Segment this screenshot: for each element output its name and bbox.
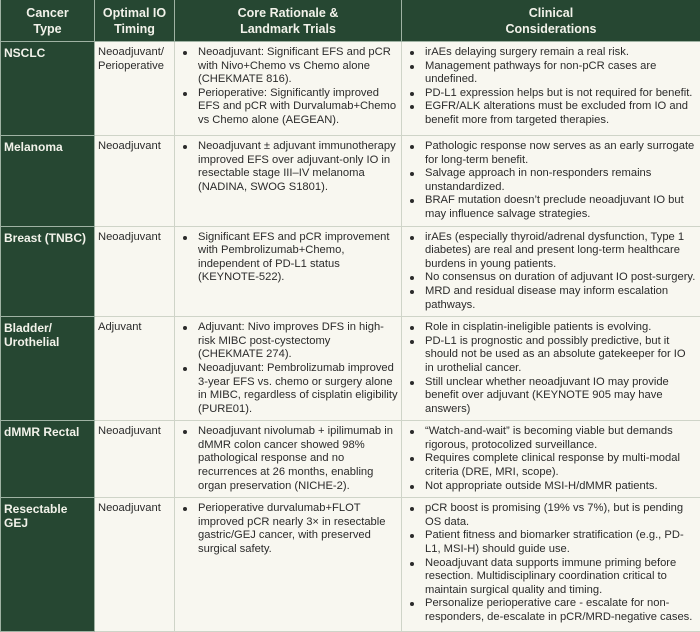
rationale-cell: [175, 226, 402, 317]
header-line: Timing: [114, 22, 155, 36]
list-item: Requires complete clinical response by multi-modal criteria (DRE, MRI, scope).: [425, 452, 697, 479]
list-item: PD-L1 expression helps but is not required for benefit.: [425, 87, 697, 101]
rationale-list: [178, 502, 398, 556]
rationale-cell: [175, 136, 402, 227]
rationale-list: [178, 231, 398, 285]
list-item: Still unclear whether neoadjuvant IO may provide benefit over adjuvant (KEYNOTE 905 may have answers): [425, 376, 697, 417]
considerations-list: [405, 46, 697, 128]
table-row: [1, 42, 700, 136]
header-line: Core Rationale &: [238, 6, 339, 20]
list-item: Perioperative durvalumab+FLOT improved pCR nearly 3× in resectable gastric/GEJ cancer, with preserved surgical safety.: [198, 502, 398, 556]
considerations-list: [405, 231, 697, 313]
list-item: Not appropriate outside MSI-H/dMMR patients.: [425, 480, 697, 494]
table-row: [1, 498, 700, 632]
list-item: EGFR/ALK alterations must be excluded from IO and benefit more from targeted therapies.: [425, 100, 697, 127]
list-item: irAEs (especially thyroid/adrenal dysfunction, Type 1 diabetes) are real and present long-term healthcare burdens in young patients.: [425, 231, 697, 272]
header-line: Type: [33, 22, 61, 36]
list-item: Adjuvant: Nivo improves DFS in high-risk MIBC post-cystectomy (CHEKMATE 274).: [198, 321, 398, 362]
cancer-type-cell: NSCLC: [1, 42, 95, 136]
list-item: BRAF mutation doesn’t preclude neoadjuvant IO but may influence salvage strategies.: [425, 194, 697, 221]
rationale-cell: [175, 421, 402, 498]
header-line: Cancer: [26, 6, 68, 20]
cancer-type-cell: dMMR Rectal: [1, 421, 95, 498]
list-item: Pathologic response now serves as an early surrogate for long-term benefit.: [425, 140, 697, 167]
list-item: Salvage approach in non-responders remains unstandardized.: [425, 167, 697, 194]
list-item: Role in cisplatin-ineligible patients is evolving.: [425, 321, 697, 335]
rationale-list: [178, 46, 398, 128]
list-item: Patient fitness and biomarker stratification (e.g., PD-L1, MSI-H) should guide use.: [425, 529, 697, 556]
header-timing: [95, 0, 175, 42]
header-line: Optimal IO: [103, 6, 166, 20]
table-row: [1, 136, 700, 227]
list-item: Neoadjuvant data supports immune priming before resection. Multidisciplinary coordination critical to maintain surgical quality and timing.: [425, 557, 697, 598]
header-row: [1, 0, 700, 42]
timing-cell: Neoadjuvant: [95, 498, 175, 632]
list-item: Significant EFS and pCR improvement with Pembrolizumab+Chemo, independent of PD-L1 status (KEYNOTE-522).: [198, 231, 398, 285]
list-item: “Watch-and-wait” is becoming viable but demands rigorous, protocolized surveillance.: [425, 425, 697, 452]
timing-cell: Neoadjuvant: [95, 421, 175, 498]
table-row: [1, 317, 700, 421]
table-row: [1, 226, 700, 317]
cancer-type-cell: Bladder/ Urothelial: [1, 317, 95, 421]
timing-cell: Neoadjuvant/Perioperative: [95, 42, 175, 136]
list-item: pCR boost is promising (19% vs 7%), but is pending OS data.: [425, 502, 697, 529]
header-cancer-type: [1, 0, 95, 42]
cancer-type-cell: Breast (TNBC): [1, 226, 95, 317]
list-item: No consensus on duration of adjuvant IO post-surgery.: [425, 271, 697, 285]
considerations-cell: [402, 421, 700, 498]
list-item: Personalize perioperative care - escalate for non-responders, de-escalate in pCR/MRD-negative cases.: [425, 597, 697, 624]
rationale-list: [178, 321, 398, 416]
considerations-cell: [402, 226, 700, 317]
considerations-list: [405, 502, 697, 624]
timing-cell: Adjuvant: [95, 317, 175, 421]
considerations-cell: [402, 42, 700, 136]
list-item: Neoadjuvant: Pembrolizumab improved 3-year EFS vs. chemo or surgery alone in MIBC, regardless of cisplatin eligibility (PURE01).: [198, 362, 398, 416]
list-item: Perioperative: Significantly improved EFS and pCR with Durvalumab+Chemo vs Chemo alone (AEGEAN).: [198, 87, 398, 128]
header-line: Considerations: [506, 22, 597, 36]
cancer-type-cell: Melanoma: [1, 136, 95, 227]
rationale-list: [178, 425, 398, 493]
considerations-list: [405, 140, 697, 222]
considerations-cell: [402, 498, 700, 632]
timing-cell: Neoadjuvant: [95, 136, 175, 227]
considerations-list: [405, 425, 697, 493]
cancer-type-cell: Resectable GEJ: [1, 498, 95, 632]
rationale-cell: [175, 498, 402, 632]
list-item: MRD and residual disease may inform escalation pathways.: [425, 285, 697, 312]
table-row: [1, 421, 700, 498]
header-rationale: [175, 0, 402, 42]
list-item: PD-L1 is prognostic and possibly predictive, but it should not be used as an absolute gatekeeper for IO in urothelial cancer.: [425, 335, 697, 376]
list-item: Management pathways for non-pCR cases are undefined.: [425, 60, 697, 87]
considerations-list: [405, 321, 697, 416]
considerations-cell: [402, 317, 700, 421]
header-line: Clinical: [529, 6, 573, 20]
timing-cell: Neoadjuvant: [95, 226, 175, 317]
list-item: Neoadjuvant ± adjuvant immunotherapy improved EFS over adjuvant-only IO in resectable stage III–IV melanoma (NADINA, SWOG S1801).: [198, 140, 398, 194]
considerations-cell: [402, 136, 700, 227]
list-item: Neoadjuvant nivolumab + ipilimumab in dMMR colon cancer showed 98% pathological response and no recurrences at 26 months, enabling organ preservation (NICHE-2).: [198, 425, 398, 493]
list-item: Neoadjuvant: Significant EFS and pCR with Nivo+Chemo vs Chemo alone (CHEKMATE 816).: [198, 46, 398, 87]
header-line: Landmark Trials: [240, 22, 336, 36]
rationale-cell: [175, 42, 402, 136]
list-item: irAEs delaying surgery remain a real risk.: [425, 46, 697, 60]
rationale-list: [178, 140, 398, 194]
rationale-cell: [175, 317, 402, 421]
header-considerations: [402, 0, 700, 42]
